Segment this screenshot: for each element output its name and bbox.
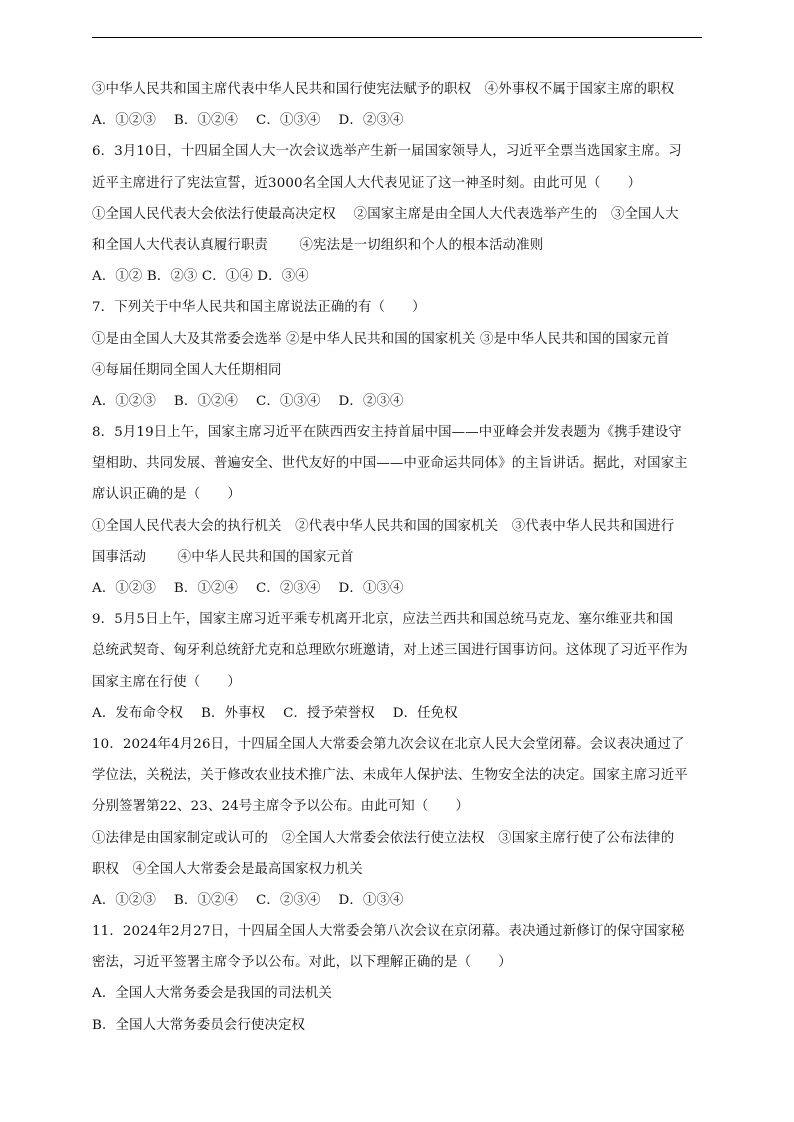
question-11 (92, 916, 704, 1041)
option-statements-line: ①全国人民代表大会依法行使最高决定权 ②国家主席是由全国人大代表选举产生的 ③全国人大 (92, 206, 679, 222)
option-statements-line: 和全国人大代表认真履行职责 ④宪法是一切组织和个人的根本活动准则 (92, 237, 544, 253)
option-statements-line: ①全国人民代表大会的执行机关 ②代表中华人民共和国的国家机关 ③代表中华人民共和国进行 (92, 518, 675, 534)
question-stem-line: 总统武契奇、匈牙利总统舒尤克和总理欧尔班邀请，对上述三国进行国事访问。这体现了习近平作为 (92, 643, 688, 659)
question-stem-line: 分别签署第22、23、24号主席令予以公布。由此可知（ ） (92, 799, 469, 815)
answer-choices: A．①②③ B．①②④ C．②③④ D．①③④ (92, 892, 404, 908)
question-stem-line: 国家主席在行使（ ） (92, 674, 241, 690)
question-stem-line: 近平主席进行了宪法宣誓，近3000名全国人大代表见证了这一神圣时刻。由此可见（ ） (92, 175, 642, 191)
question-10 (92, 729, 704, 916)
question-stem-line: 8．5月19日上午，国家主席习近平在陕西西安主持首届中国——中亚峰会并发表题为《携手建设守 (92, 425, 682, 441)
question-stem-line: 望相助、共同发展、普遍安全、世代友好的中国——中亚命运共同体》的主旨讲话。据此，对国家主 (92, 456, 688, 472)
document-body (92, 74, 704, 1041)
option-statements-line: ①法律是由国家制定或认可的 ②全国人大常委会依法行使立法权 ③国家主席行使了公布法律的 (92, 830, 675, 846)
question-6 (92, 136, 704, 292)
option-statements-line: ④每届任期同全国人大任期相同 (92, 362, 282, 378)
answer-choices: A．①②③ B．①②④ C．①③④ D．②③④ (92, 393, 404, 409)
question-stem-line: 10．2024年4月26日，十四届全国人大常委会第九次会议在北京人民大会堂闭幕。会议表决通过了 (92, 736, 685, 752)
option-statements-line: 职权 ④全国人大常委会是最高国家权力机关 (92, 861, 363, 877)
question-stem-line: 席认识正确的是（ ） (92, 487, 241, 503)
question-stem-line: 密法，习近平签署主席令予以公布。对此，以下理解正确的是（ ） (92, 955, 512, 971)
question-9 (92, 604, 704, 729)
answer-choices: A．①② B．②③ C．①④ D．③④ (92, 269, 309, 285)
answer-choice-b: B．全国人大常务委员会行使决定权 (92, 1017, 306, 1033)
question-stem-line: 11．2024年2月27日，十四届全国人大常委会第八次会议在京闭幕。表决通过新修订的保守国家秘 (92, 924, 685, 940)
header-rule (92, 37, 702, 38)
question-8 (92, 417, 704, 604)
option-statements-line: 国事活动 ④中华人民共和国的国家元首 (92, 549, 354, 565)
question-stem-line: 6．3月10日，十四届全国人大一次会议选举产生新一届国家领导人，习近平全票当选国家主席。习 (92, 144, 682, 160)
option-statements-line: ③中华人民共和国主席代表中华人民共和国行使宪法赋予的职权 ④外事权不属于国家主席的职权 (92, 82, 675, 97)
question-5-tail (92, 74, 704, 136)
answer-choices: A．①②③ B．①②④ C．②③④ D．①③④ (92, 581, 404, 596)
option-statements-line: ①是由全国人大及其常委会选举 ②是中华人民共和国的国家机关 ③是中华人民共和国的国家元首 (92, 331, 670, 347)
answer-choices: A．①②③ B．①②④ C．①③④ D．②③④ (92, 113, 404, 129)
question-stem-line: 学位法，关税法，关于修改农业技术推广法、未成年人保护法、生物安全法的决定。国家主席习近平 (92, 768, 688, 784)
question-stem-line: 7．下列关于中华人民共和国主席说法正确的有（ ） (92, 300, 426, 316)
answer-choices: A．发布命令权 B．外事权 C．授予荣誉权 D．任免权 (92, 705, 458, 721)
answer-choice-a: A．全国人大常务委会是我国的司法机关 (92, 986, 333, 1002)
question-7 (92, 292, 704, 417)
question-stem-line: 9．5月5日上午，国家主席习近平乘专机离开北京，应法兰西共和国总统马克龙、塞尔维亚共和国 (92, 612, 674, 628)
